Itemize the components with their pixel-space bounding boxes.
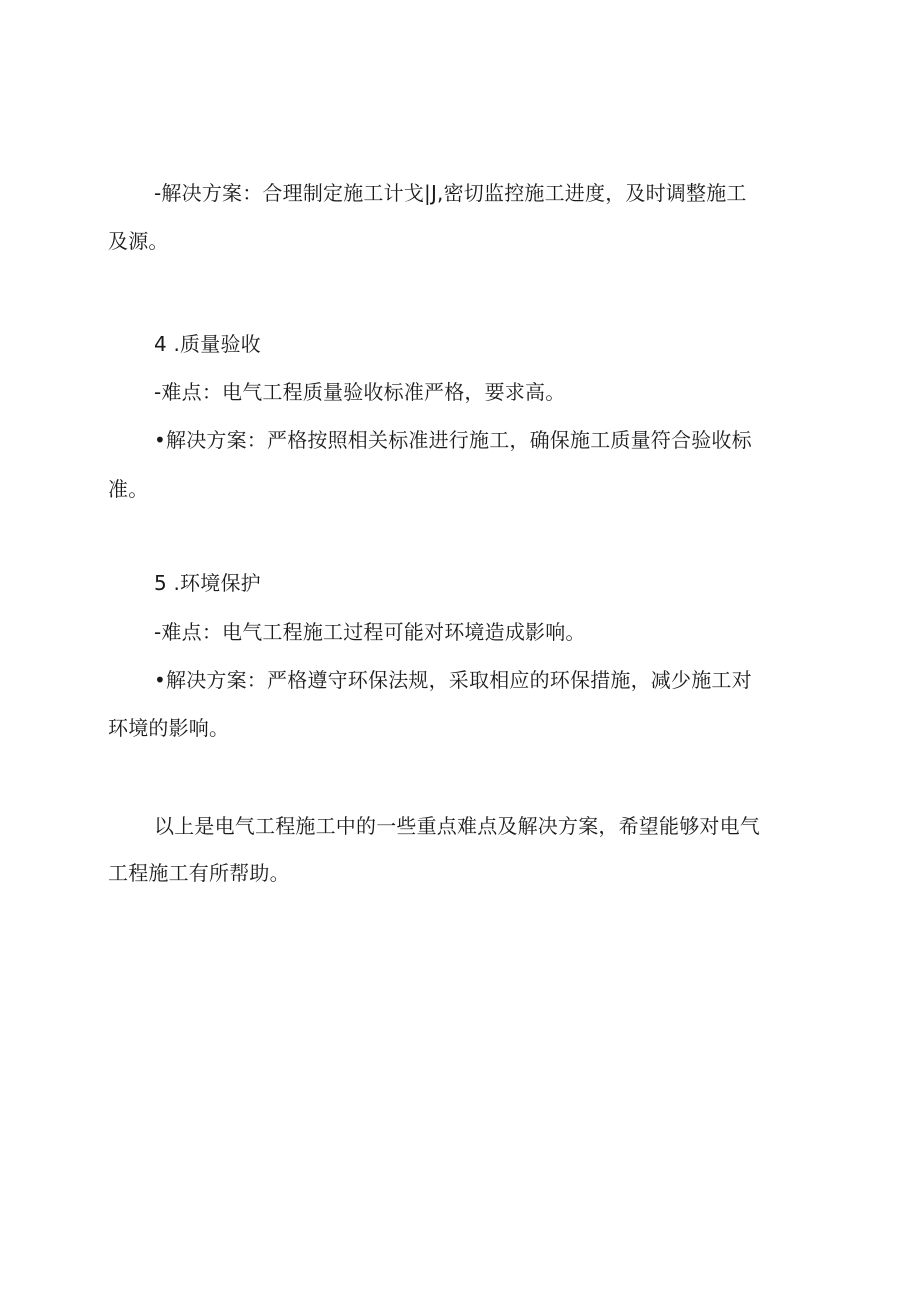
solution-line: •解决方案：严格遵守环保法规，采取相应的环保措施，减少施工对 (154, 668, 752, 692)
difficulty-line: -难点：电气工程施工过程可能对环境造成影响。 (154, 620, 586, 644)
section-heading: 5 .环境保护 (154, 571, 261, 595)
closing-line: 工程施工有所帮助。 (108, 861, 290, 885)
section-heading: 4 .质量验收 (154, 332, 261, 356)
solution-line: 准。 (108, 477, 149, 501)
difficulty-line: -难点：电气工程质量验收标准严格，要求高。 (154, 380, 566, 404)
paragraph-line: 及源。 (108, 229, 169, 253)
solution-line: 环境的影响。 (108, 716, 230, 740)
solution-line: •解决方案：严格按照相关标准进行施工，确保施工质量符合验收标 (154, 428, 752, 452)
closing-line: 以上是电气工程施工中的一些重点难点及解决方案，希望能够对电气 (154, 814, 760, 838)
paragraph-line: -解决方案：合理制定施工计戈|J,密切监控施工进度，及时调整施工 (154, 181, 747, 205)
